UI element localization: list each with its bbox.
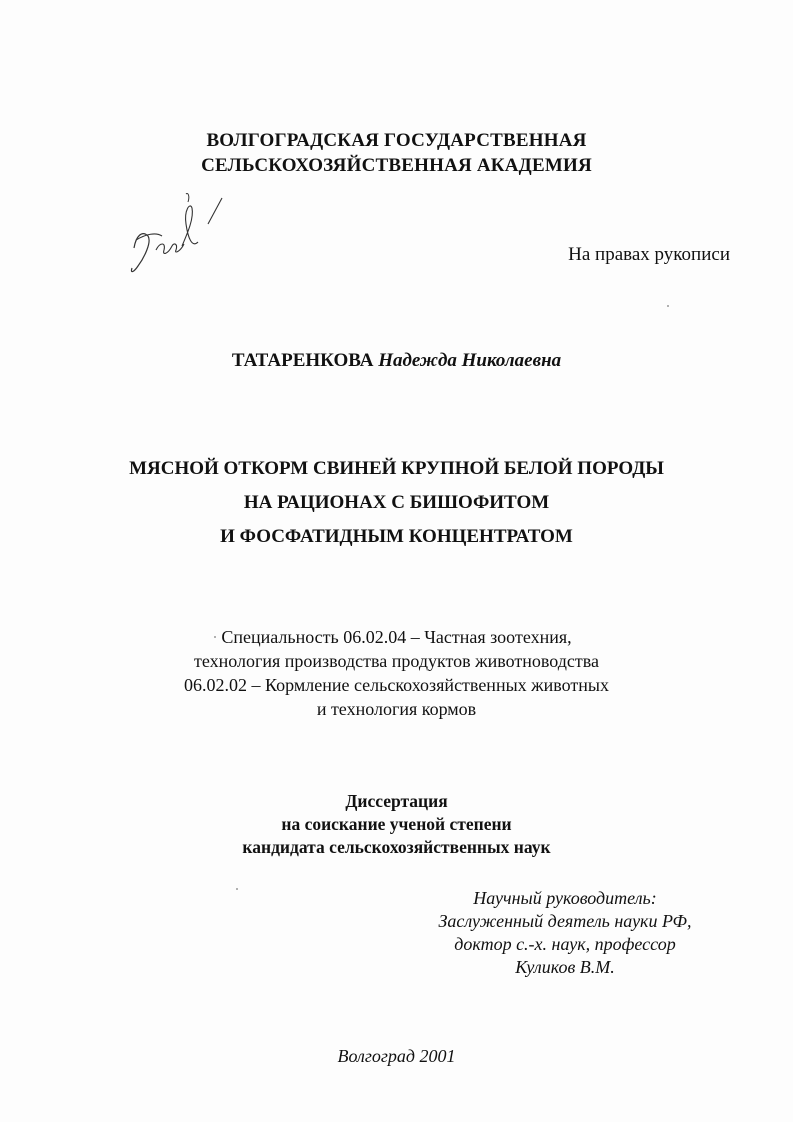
scan-speck	[214, 636, 216, 638]
city-year: Волгоград 2001	[337, 1046, 456, 1066]
specialty-line-2: технология производства продуктов животноводства	[193, 651, 600, 671]
title-line-3: И ФОСФАТИДНЫМ КОНЦЕНТРАТОМ	[220, 526, 573, 547]
author-name	[0, 350, 793, 372]
specialty-block	[0, 625, 793, 721]
degree-line-1: Диссертация	[345, 791, 448, 811]
specialty-line-3: 06.02.02 – Кормление сельскохозяйственных животных	[184, 675, 609, 695]
supervisor-line-1: Научный руководитель:	[473, 888, 657, 908]
handwritten-signature	[122, 188, 232, 288]
degree-block	[0, 790, 793, 859]
rights-notice: На правах рукописи	[568, 244, 730, 265]
supervisor-line-3: доктор с.-х. наук, профессор	[454, 934, 676, 954]
title-line-1: МЯСНОЙ ОТКОРМ СВИНЕЙ КРУПНОЙ БЕЛОЙ ПОРОДЫ	[129, 458, 664, 479]
degree-line-3: кандидата сельскохозяйственных наук	[242, 837, 551, 857]
degree-line-2: на соискание ученой степени	[281, 814, 512, 834]
specialty-line-4: и технология кормов	[316, 699, 477, 719]
dissertation-title	[0, 452, 793, 554]
institution-line-2: СЕЛЬСКОХОЗЯЙСТВЕННАЯ АКАДЕМИЯ	[201, 155, 592, 176]
institution-name	[0, 128, 793, 178]
scan-speck	[667, 305, 669, 307]
author-given-names: Надежда Николаевна	[378, 350, 562, 371]
specialty-line-1: Специальность 06.02.04 – Частная зоотехния,	[221, 627, 572, 647]
scan-speck	[236, 888, 238, 890]
title-line-2: НА РАЦИОНАХ С БИШОФИТОМ	[243, 492, 550, 513]
supervisor-block	[420, 887, 710, 979]
supervisor-line-2: Заслуженный деятель науки РФ,	[438, 911, 692, 931]
supervisor-line-4: Куликов В.М.	[515, 957, 615, 977]
institution-line-1: ВОЛГОГРАДСКАЯ ГОСУДАРСТВЕННАЯ	[206, 130, 587, 151]
author-surname: ТАТАРЕНКОВА	[231, 350, 374, 371]
